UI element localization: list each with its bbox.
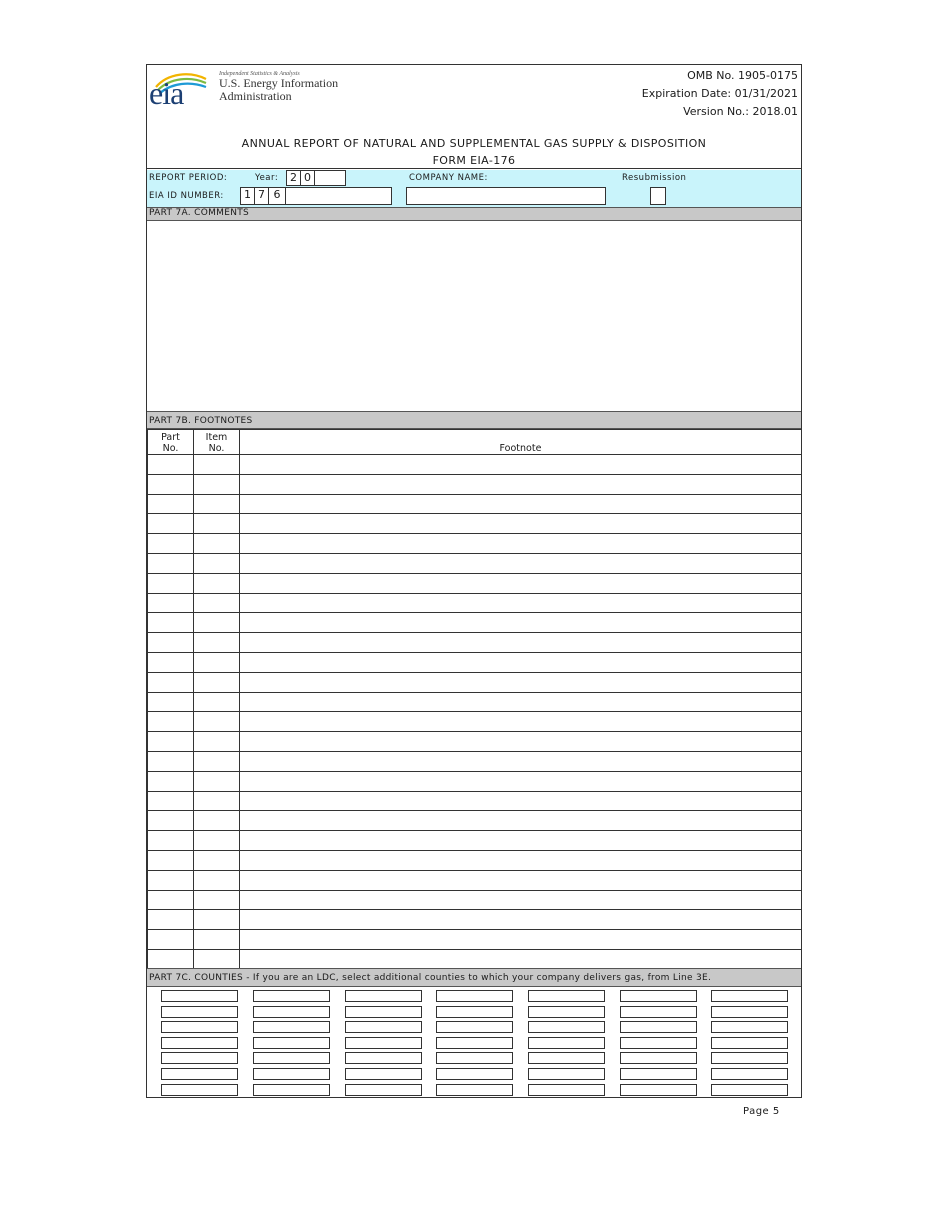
footnote-item-cell[interactable]: [194, 514, 240, 534]
footnote-row: [148, 910, 802, 930]
eia-id-digit-2[interactable]: 7: [254, 187, 269, 205]
expiration-date: Expiration Date: 01/31/2021: [641, 87, 798, 100]
footnote-text-cell[interactable]: [240, 712, 802, 732]
footnotes-body: [148, 455, 802, 970]
footnote-part-cell[interactable]: [148, 949, 194, 969]
county-select-box[interactable]: [620, 1006, 697, 1018]
footnote-row: [148, 890, 802, 910]
footnote-text-cell[interactable]: [240, 850, 802, 870]
county-select-box[interactable]: [620, 1021, 697, 1033]
county-select-box[interactable]: [345, 1052, 422, 1064]
county-select-box[interactable]: [253, 1084, 330, 1096]
footnote-part-cell[interactable]: [148, 791, 194, 811]
footnote-row: [148, 811, 802, 831]
county-select-box[interactable]: [620, 1052, 697, 1064]
county-select-box[interactable]: [345, 1068, 422, 1080]
footnote-item-cell[interactable]: [194, 474, 240, 494]
footnote-item-cell[interactable]: [194, 672, 240, 692]
year-digit-1[interactable]: 2: [286, 170, 301, 186]
county-select-box[interactable]: [528, 1006, 605, 1018]
county-select-box[interactable]: [620, 1037, 697, 1049]
footnote-item-cell[interactable]: [194, 593, 240, 613]
footnote-item-cell[interactable]: [194, 613, 240, 633]
footnote-row: [148, 870, 802, 890]
col-item-line1: Item: [205, 432, 228, 443]
col-part-line1: Part: [161, 432, 180, 443]
footnote-row: [148, 672, 802, 692]
footnote-part-cell[interactable]: [148, 652, 194, 672]
county-select-box[interactable]: [253, 1037, 330, 1049]
footnote-item-cell[interactable]: [194, 791, 240, 811]
footnote-row: [148, 831, 802, 851]
eia-id-label: EIA ID NUMBER:: [149, 191, 224, 201]
report-period-label: REPORT PERIOD:: [149, 173, 228, 183]
footnote-item-cell[interactable]: [194, 751, 240, 771]
county-select-box[interactable]: [711, 1052, 788, 1064]
footnote-item-cell[interactable]: [194, 930, 240, 950]
county-select-box[interactable]: [528, 990, 605, 1002]
footnote-text-cell[interactable]: [240, 831, 802, 851]
footnote-text-cell[interactable]: [240, 732, 802, 752]
footnote-part-cell[interactable]: [148, 613, 194, 633]
version-number: Version No.: 2018.01: [683, 105, 798, 118]
county-select-box[interactable]: [528, 1084, 605, 1096]
footnote-text-cell[interactable]: [240, 672, 802, 692]
footnote-item-cell[interactable]: [194, 633, 240, 653]
agency-name: [219, 71, 338, 103]
county-select-box[interactable]: [528, 1037, 605, 1049]
footnote-part-cell[interactable]: [148, 672, 194, 692]
footnote-row: [148, 652, 802, 672]
footnotes-table: [147, 429, 802, 970]
county-select-box[interactable]: [711, 1006, 788, 1018]
footnote-row: [148, 455, 802, 475]
footnote-item-cell[interactable]: [194, 692, 240, 712]
footnote-part-cell[interactable]: [148, 474, 194, 494]
county-select-box[interactable]: [528, 1052, 605, 1064]
footnote-part-cell[interactable]: [148, 534, 194, 554]
col-item-line2: No.: [208, 443, 225, 454]
county-select-box[interactable]: [620, 1068, 697, 1080]
footnote-text-cell[interactable]: [240, 771, 802, 791]
county-select-box[interactable]: [528, 1068, 605, 1080]
county-select-box[interactable]: [345, 990, 422, 1002]
part7c-header: PART 7C. COUNTIES - If you are an LDC, select additional counties to which your company delivers gas, from Line 3E.: [147, 968, 801, 987]
county-select-box[interactable]: [436, 990, 513, 1002]
footnote-row: [148, 553, 802, 573]
footnote-item-cell[interactable]: [194, 831, 240, 851]
footnote-part-cell[interactable]: [148, 751, 194, 771]
footnote-part-cell[interactable]: [148, 930, 194, 950]
footnote-item-cell[interactable]: [194, 712, 240, 732]
year-digit-3[interactable]: [314, 170, 346, 186]
footnote-item-cell[interactable]: [194, 890, 240, 910]
footnote-row: [148, 712, 802, 732]
footnote-text-cell[interactable]: [240, 534, 802, 554]
footnote-part-cell[interactable]: [148, 771, 194, 791]
form-number: FORM EIA-176: [432, 154, 516, 167]
county-select-box[interactable]: [436, 1068, 513, 1080]
county-select-box[interactable]: [345, 1084, 422, 1096]
footnote-row: [148, 534, 802, 554]
footnote-text-cell[interactable]: [240, 791, 802, 811]
eia-id-digit-1[interactable]: 1: [240, 187, 255, 205]
footnote-item-cell[interactable]: [194, 494, 240, 514]
eia-id-rest-input[interactable]: [285, 187, 392, 205]
resubmission-label: Resubmission: [622, 173, 687, 183]
footnote-item-cell[interactable]: [194, 455, 240, 475]
omb-info: [642, 67, 798, 121]
comments-area[interactable]: [147, 222, 802, 411]
footnote-text-cell[interactable]: [240, 910, 802, 930]
footnote-item-cell[interactable]: [194, 553, 240, 573]
footnote-item-cell[interactable]: [194, 910, 240, 930]
county-select-box[interactable]: [436, 1006, 513, 1018]
agency-name-line2: Administration: [219, 89, 292, 103]
county-select-box[interactable]: [528, 1021, 605, 1033]
footnote-text-cell[interactable]: [240, 494, 802, 514]
footnote-row: [148, 692, 802, 712]
year-label: Year:: [255, 173, 279, 183]
part7a-header: PART 7A. COMMENTS: [147, 207, 801, 221]
footnote-text-cell[interactable]: [240, 474, 802, 494]
footnote-row: [148, 573, 802, 593]
eia-id-digit-3[interactable]: 6: [268, 187, 286, 205]
footnote-part-cell[interactable]: [148, 910, 194, 930]
footnote-part-cell[interactable]: [148, 455, 194, 475]
footnote-part-cell[interactable]: [148, 870, 194, 890]
footnote-part-cell[interactable]: [148, 494, 194, 514]
footnote-row: [148, 850, 802, 870]
footnote-item-cell[interactable]: [194, 732, 240, 752]
county-select-box[interactable]: [161, 1037, 238, 1049]
footnotes-header-row: [148, 430, 802, 455]
resubmission-checkbox[interactable]: [650, 187, 666, 205]
footnote-item-cell[interactable]: [194, 534, 240, 554]
footnote-item-cell[interactable]: [194, 652, 240, 672]
county-select-box[interactable]: [253, 1052, 330, 1064]
footnote-part-cell[interactable]: [148, 850, 194, 870]
footnote-part-cell[interactable]: [148, 732, 194, 752]
footnote-text-cell[interactable]: [240, 573, 802, 593]
county-select-box[interactable]: [161, 1006, 238, 1018]
county-select-box[interactable]: [620, 1084, 697, 1096]
col-footnote: Footnote: [240, 430, 802, 455]
county-select-box[interactable]: [161, 1068, 238, 1080]
col-part-line2: No.: [162, 443, 179, 454]
county-select-box[interactable]: [436, 1084, 513, 1096]
footnote-item-cell[interactable]: [194, 771, 240, 791]
footnote-part-cell[interactable]: [148, 811, 194, 831]
county-select-box[interactable]: [436, 1052, 513, 1064]
page-number: Page 5: [743, 1106, 780, 1117]
agency-tagline: Independent Statistics & Analysis: [219, 71, 300, 77]
footnote-text-cell[interactable]: [240, 930, 802, 950]
footnote-row: [148, 494, 802, 514]
footnote-text-cell[interactable]: [240, 692, 802, 712]
county-select-box[interactable]: [253, 1068, 330, 1080]
footnote-item-cell[interactable]: [194, 811, 240, 831]
footnote-row: [148, 474, 802, 494]
county-select-box[interactable]: [620, 990, 697, 1002]
footnote-item-cell[interactable]: [194, 573, 240, 593]
footnote-text-cell[interactable]: [240, 553, 802, 573]
footnote-row: [148, 732, 802, 752]
footnote-part-cell[interactable]: [148, 633, 194, 653]
county-select-box[interactable]: [711, 1068, 788, 1080]
county-select-box[interactable]: [436, 1021, 513, 1033]
counties-grid: [147, 988, 802, 1098]
identification-band: [147, 170, 801, 207]
footnote-row: [148, 514, 802, 534]
part7b-header: PART 7B. FOOTNOTES: [147, 411, 801, 429]
footnote-item-cell[interactable]: [194, 850, 240, 870]
col-part-no: [148, 430, 194, 455]
footnote-part-cell[interactable]: [148, 573, 194, 593]
county-select-box[interactable]: [161, 1052, 238, 1064]
footnote-text-cell[interactable]: [240, 613, 802, 633]
footnote-row: [148, 771, 802, 791]
header-divider: [147, 168, 801, 169]
county-select-box[interactable]: [253, 990, 330, 1002]
footnote-part-cell[interactable]: [148, 692, 194, 712]
county-select-box[interactable]: [161, 990, 238, 1002]
footnote-row: [148, 791, 802, 811]
county-select-box[interactable]: [161, 1021, 238, 1033]
county-select-box[interactable]: [253, 1006, 330, 1018]
footnote-part-cell[interactable]: [148, 712, 194, 732]
county-select-box[interactable]: [345, 1037, 422, 1049]
footnote-text-cell[interactable]: [240, 751, 802, 771]
county-select-box[interactable]: [161, 1084, 238, 1096]
county-select-box[interactable]: [711, 990, 788, 1002]
col-item-no: [194, 430, 240, 455]
agency-name-line1: U.S. Energy Information: [219, 76, 339, 90]
footnote-item-cell[interactable]: [194, 870, 240, 890]
footnote-row: [148, 633, 802, 653]
footnote-part-cell[interactable]: [148, 553, 194, 573]
footnote-part-cell[interactable]: [148, 831, 194, 851]
footnote-text-cell[interactable]: [240, 652, 802, 672]
footnote-item-cell[interactable]: [194, 949, 240, 969]
footnote-text-cell[interactable]: [240, 870, 802, 890]
footnote-part-cell[interactable]: [148, 593, 194, 613]
county-select-box[interactable]: [711, 1084, 788, 1096]
footnote-text-cell[interactable]: [240, 890, 802, 910]
footnote-text-cell[interactable]: [240, 455, 802, 475]
county-select-box[interactable]: [711, 1021, 788, 1033]
form-eia-176-page: [146, 64, 802, 1098]
footnote-text-cell[interactable]: [240, 593, 802, 613]
omb-number: OMB No. 1905-0175: [687, 69, 798, 82]
footnote-row: [148, 751, 802, 771]
footnote-text-cell[interactable]: [240, 949, 802, 969]
county-select-box[interactable]: [253, 1021, 330, 1033]
county-select-box[interactable]: [345, 1021, 422, 1033]
footnote-part-cell[interactable]: [148, 890, 194, 910]
footnote-row: [148, 930, 802, 950]
eia-logo-text: eia: [149, 75, 184, 111]
year-digit-2[interactable]: 0: [300, 170, 315, 186]
form-title: ANNUAL REPORT OF NATURAL AND SUPPLEMENTAL GAS SUPPLY & DISPOSITION: [241, 137, 707, 150]
footnote-row: [148, 593, 802, 613]
footnote-part-cell[interactable]: [148, 514, 194, 534]
footnote-row: [148, 949, 802, 969]
county-select-box[interactable]: [711, 1037, 788, 1049]
footnote-text-cell[interactable]: [240, 811, 802, 831]
footnote-text-cell[interactable]: [240, 633, 802, 653]
footnote-text-cell[interactable]: [240, 514, 802, 534]
county-select-box[interactable]: [436, 1037, 513, 1049]
footnote-row: [148, 613, 802, 633]
company-name-label: COMPANY NAME:: [409, 173, 488, 183]
county-select-box[interactable]: [345, 1006, 422, 1018]
company-name-input[interactable]: [406, 187, 606, 205]
